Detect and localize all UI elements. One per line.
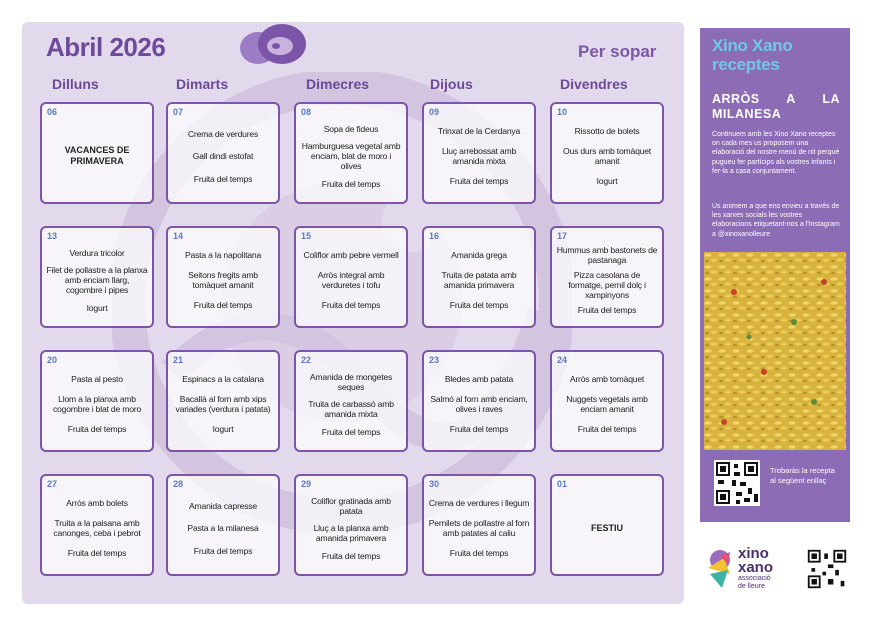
month-title: Abril 2026 [46, 32, 166, 62]
dish-item: Hamburguesa vegetal amb enciam, blat de moro i olives [301, 141, 401, 171]
logo-sub-line: associació [738, 575, 771, 582]
day-cell [422, 350, 536, 452]
day-number: 24 [557, 355, 568, 365]
weekday-label: Dimarts [176, 76, 229, 92]
dish-item: Iogurt [212, 424, 234, 434]
sidebar-title: Xino Xano receptes [712, 36, 793, 74]
bowl-blob-icon [236, 22, 308, 70]
day-cell [166, 102, 280, 204]
dish-item: Iogurt [596, 176, 618, 186]
dish-item: Amanida capresse [189, 500, 257, 511]
menu-calendar-panel [22, 22, 684, 604]
day-cell [422, 102, 536, 204]
dish-item: Fruita del temps [449, 424, 509, 434]
dish-item: Nuggets vegetals amb enciam amanit [566, 394, 648, 414]
day-number: 13 [47, 231, 58, 241]
sidebar-paragraph-2: Us animem a que ens envieu a través de les xarxes socials les vostres elaboracions etiquetant-nos a l'Instagram a @xinoxanolleure [712, 203, 840, 238]
dish-item: Amanida grega [451, 250, 507, 260]
day-number: 06 [47, 107, 58, 117]
dish-item: Pasta a la milanesa [187, 523, 259, 533]
day-cell [294, 350, 408, 452]
dish-item: Filet de pollastre a la planxa amb enciam llarg, cogombre i pipes [46, 265, 148, 295]
logo-sub-line: de lleure [738, 583, 765, 590]
logo-subtitle [738, 575, 771, 591]
day-cell [40, 350, 154, 452]
day-number: 16 [429, 231, 440, 241]
dish-item: Llom a la planxa amb cogombre i blat de moro [52, 394, 142, 414]
dish-item: Fruita del temps [321, 550, 381, 561]
weekday-label: Dimecres [306, 76, 370, 92]
menu-subtitle: Per sopar [578, 42, 657, 61]
dish-item: Coliflor gratinada amb patata [311, 495, 391, 516]
day-cell [40, 102, 154, 204]
dish-item: Rissotto de bolets [574, 126, 640, 136]
dish-item: Trinxat de la Cerdanya [437, 126, 521, 136]
special-day-label: VACANCES DE PRIMAVERA [64, 145, 130, 166]
day-cell [550, 102, 664, 204]
dish-item: Ous durs amb tomàquet amanit [563, 146, 651, 166]
dish-item: Pizza casolana de formatge, pernil dolç i xampinyons [568, 270, 646, 300]
logo-line: xino [738, 545, 769, 562]
recipe-name: ARRÒS A LA MILANESA [712, 92, 840, 121]
dish-item: Crema de verdures i llegum [428, 498, 530, 508]
dish-item: Lluç a la planxa amb amanida primavera [313, 523, 389, 543]
qr-icon [806, 548, 848, 590]
dish-item: Bledes amb patata [444, 374, 514, 384]
dish-item: Pernilets de pollastre al forn amb patates al caliu [428, 518, 530, 538]
day-number: 29 [301, 479, 312, 489]
dish-item: Salmó al forn amb enciam, olives i raves [430, 394, 528, 414]
day-number: 27 [47, 479, 58, 489]
dish-item: Amanida de mongetes seques [309, 371, 393, 392]
dish-item: Truita de carbassó amb amanida mixta [308, 399, 394, 419]
dish-item: Crema de verdures [187, 128, 259, 139]
dish-item: Fruita del temps [321, 426, 381, 437]
dish-item: Bacallà al forn amb xips variades (verdura i patata) [175, 394, 271, 414]
recipe-qr-code[interactable] [714, 460, 760, 506]
day-number: 14 [173, 231, 184, 241]
sidebar-paragraph-1: Continuem amb les Xino Xano receptes on cada mes us proposem una elaboració del nostre menú de nit perquè pugueu fer partícips als vostres infants i fer-la a casa conjuntament. [712, 131, 840, 175]
dish-item: Fruita del temps [193, 173, 253, 184]
dish-item: Arròs amb bolets [66, 498, 128, 508]
dish-item: Truita a la paisana amb canonges, ceba i pebrot [53, 518, 141, 538]
special-day-label: FESTIU [590, 522, 623, 533]
dish-item: Lluç arrebossat amb amanida mixta [441, 146, 517, 166]
dish-item: Fruita del temps [193, 545, 253, 556]
day-number: 10 [557, 107, 568, 117]
day-number: 07 [173, 107, 184, 117]
day-number: 22 [301, 355, 312, 365]
day-number: 01 [557, 479, 568, 489]
dish-item: Gall dindi estofat [192, 151, 254, 161]
dish-item: Sopa de fideus [323, 123, 379, 134]
dish-item: Iogurt [86, 302, 108, 313]
day-number: 21 [173, 355, 184, 365]
dish-item: Seitons fregits amb tomàquet amanit [188, 270, 258, 290]
day-cell [422, 226, 536, 328]
dish-item: Fruita del temps [321, 300, 381, 310]
day-cell [166, 226, 280, 328]
dish-item: Fruita del temps [67, 548, 127, 558]
weekday-label: Dijous [430, 76, 473, 92]
dish-item: Fruita del temps [321, 178, 381, 189]
dish-item: Pasta al pesto [71, 374, 123, 384]
dish-item: Hummus amb bastonets de pastanaga [556, 245, 658, 265]
day-cell [294, 474, 408, 576]
risotto-photo [704, 252, 846, 450]
dish-item: Truita de patata amb amanida primavera [441, 270, 517, 290]
dish-item: Fruita del temps [67, 424, 127, 434]
day-cell [294, 102, 408, 204]
dish-item: Fruita del temps [449, 548, 509, 558]
logo-wordmark [738, 547, 773, 575]
qr-icon [714, 460, 760, 506]
dish-item: Arròs integral amb verduretes i tofu [317, 270, 385, 290]
day-number: 28 [173, 479, 184, 489]
day-cell [550, 226, 664, 328]
weekday-label: Divendres [560, 76, 628, 92]
recipe-sidebar [700, 28, 850, 522]
day-cell [550, 350, 664, 452]
day-number: 30 [429, 479, 440, 489]
dish-item: Fruita del temps [193, 300, 253, 310]
logo-line: xano [738, 559, 774, 576]
dish-item: Pasta a la napolitana [184, 250, 262, 260]
day-number: 09 [429, 107, 440, 117]
dish-item: Fruita del temps [449, 176, 509, 186]
day-cell [166, 350, 280, 452]
day-number: 08 [301, 107, 312, 117]
day-number: 20 [47, 355, 58, 365]
day-cell [40, 226, 154, 328]
day-cell [422, 474, 536, 576]
dish-item: Verdura tricolor [69, 247, 125, 258]
day-cell [294, 226, 408, 328]
qr-note: Trobaràs la recepta al següent enllaç [770, 466, 835, 485]
day-cell [40, 474, 154, 576]
day-cell [550, 474, 664, 576]
dish-item: Espinacs a la catalana [182, 374, 264, 384]
day-cell [166, 474, 280, 576]
day-number: 15 [301, 231, 312, 241]
dish-item: Fruita del temps [577, 424, 637, 434]
weekday-label: Dilluns [52, 76, 99, 92]
dish-item: Coliflor amb pebre vermell [303, 250, 399, 260]
day-number: 23 [429, 355, 440, 365]
dish-item: Fruita del temps [577, 305, 637, 315]
footer-qr-code[interactable] [806, 548, 848, 590]
dish-item: Fruita del temps [449, 300, 509, 310]
dish-item: Arròs amb tomàquet [569, 374, 645, 384]
day-number: 17 [557, 231, 568, 241]
